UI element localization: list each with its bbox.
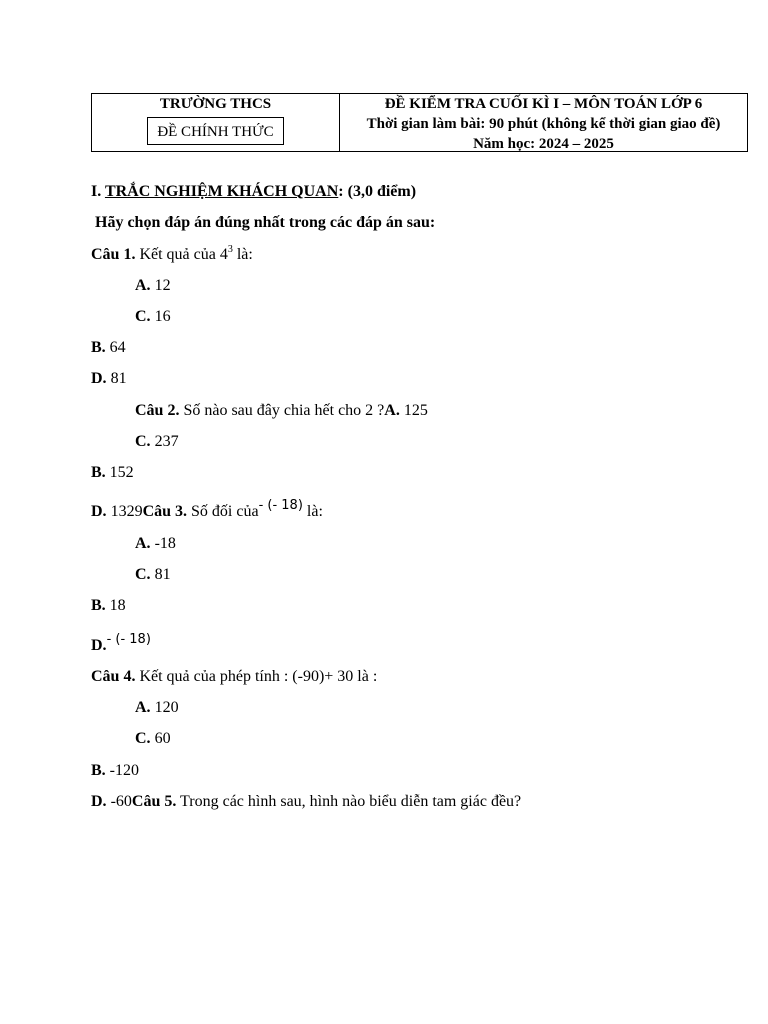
q1-option-c[interactable]: [135, 307, 171, 327]
question-text: Số nào sau đây chia hết cho 2 ?: [179, 402, 385, 419]
section-points: : (3,0 điểm): [338, 183, 417, 200]
q3-option-d[interactable]: [91, 632, 151, 657]
instruction: [95, 213, 435, 233]
option-letter: B.: [91, 762, 106, 779]
q4-option-c[interactable]: [135, 729, 171, 749]
option-value: -18: [154, 535, 176, 552]
option-value: 81: [110, 370, 127, 387]
q2-option-a[interactable]: [384, 402, 428, 419]
q3-option-a[interactable]: [135, 534, 176, 554]
option-letter: A.: [384, 402, 400, 419]
q4-option-b[interactable]: [91, 761, 139, 781]
option-letter: B.: [91, 597, 106, 614]
q2-option-d-and-question-3: [91, 498, 323, 523]
option-value: 152: [109, 464, 134, 481]
option-value: -60: [110, 793, 132, 810]
option-letter: D.: [91, 370, 107, 387]
option-letter: C.: [135, 308, 151, 325]
q3-option-b[interactable]: [91, 596, 126, 616]
option-letter: B.: [91, 339, 106, 356]
q4-option-d-and-question-5: [91, 792, 521, 812]
option-letter: B.: [91, 464, 106, 481]
q2-option-b[interactable]: [91, 463, 134, 483]
exam-time: Thời gian làm bài: 90 phút (không kể thời gian giao đề): [366, 116, 721, 132]
option-value: 120: [154, 699, 179, 716]
exam-header-table: [91, 93, 748, 152]
q1-option-d[interactable]: [91, 369, 127, 389]
option-value: 64: [109, 339, 126, 356]
q3-option-c[interactable]: [135, 565, 171, 585]
q1-option-b[interactable]: [91, 338, 126, 358]
option-letter: D.: [91, 793, 107, 810]
official-badge: ĐỀ CHÍNH THỨC: [147, 117, 283, 145]
question-text: Kết quả của phép tính : (-90)+ 30 là :: [135, 668, 378, 685]
question-label: Câu 3.: [142, 503, 188, 520]
option-value: 81: [154, 566, 171, 583]
q4-option-a[interactable]: [135, 698, 179, 718]
question-label: Câu 4.: [91, 668, 136, 685]
option-value: 237: [154, 433, 179, 450]
question-text-end: là:: [232, 246, 253, 263]
option-value: -120: [109, 762, 139, 779]
question-text: Trong các hình sau, hình nào biểu diễn tam giác đều?: [176, 793, 522, 810]
question-text: Kết quả của 4: [135, 246, 228, 263]
option-value: 125: [403, 402, 428, 419]
q1-option-a[interactable]: [135, 276, 171, 296]
section-heading: [91, 182, 416, 202]
q2-option-c[interactable]: [135, 432, 179, 452]
question-text-end: là:: [302, 503, 323, 520]
option-letter: D.: [91, 503, 107, 520]
option-letter: A.: [135, 535, 151, 552]
question-label: Câu 1.: [91, 246, 136, 263]
question-text: Số đối của: [187, 503, 259, 520]
question-4: [91, 667, 377, 687]
school-year: Năm học: 2024 – 2025: [473, 136, 614, 152]
option-value: 60: [154, 730, 171, 747]
option-letter: C.: [135, 566, 151, 583]
section-title: TRẮC NGHIỆM KHÁCH QUAN: [104, 183, 339, 200]
option-letter: A.: [135, 277, 151, 294]
option-value: 16: [154, 308, 171, 325]
instruction-text: Hãy chọn đáp án đúng nhất trong các đáp án sau:: [95, 214, 436, 231]
school-cell: [92, 94, 340, 151]
question-2: [135, 401, 428, 421]
q2-option-d[interactable]: [91, 503, 143, 520]
math-expression: - (- 18): [258, 498, 303, 513]
question-1: [91, 245, 253, 267]
q4-option-d[interactable]: [91, 793, 132, 810]
option-value: 12: [154, 277, 171, 294]
option-letter: A.: [135, 699, 151, 716]
question-label: Câu 2.: [135, 402, 180, 419]
option-letter: C.: [135, 433, 151, 450]
option-value: 18: [109, 597, 126, 614]
question-label: Câu 5.: [131, 793, 177, 810]
exponent: 3: [227, 244, 233, 255]
section-prefix: I.: [91, 183, 105, 200]
option-letter: C.: [135, 730, 151, 747]
option-value: 1329: [110, 503, 143, 520]
math-expression: - (- 18): [106, 632, 151, 647]
option-letter: D.: [91, 637, 107, 654]
school-name: TRƯỜNG THCS: [159, 96, 272, 112]
exam-info-cell: [340, 94, 747, 151]
exam-title: ĐỀ KIỂM TRA CUỐI KÌ I – MÔN TOÁN LỚP 6: [384, 96, 703, 112]
